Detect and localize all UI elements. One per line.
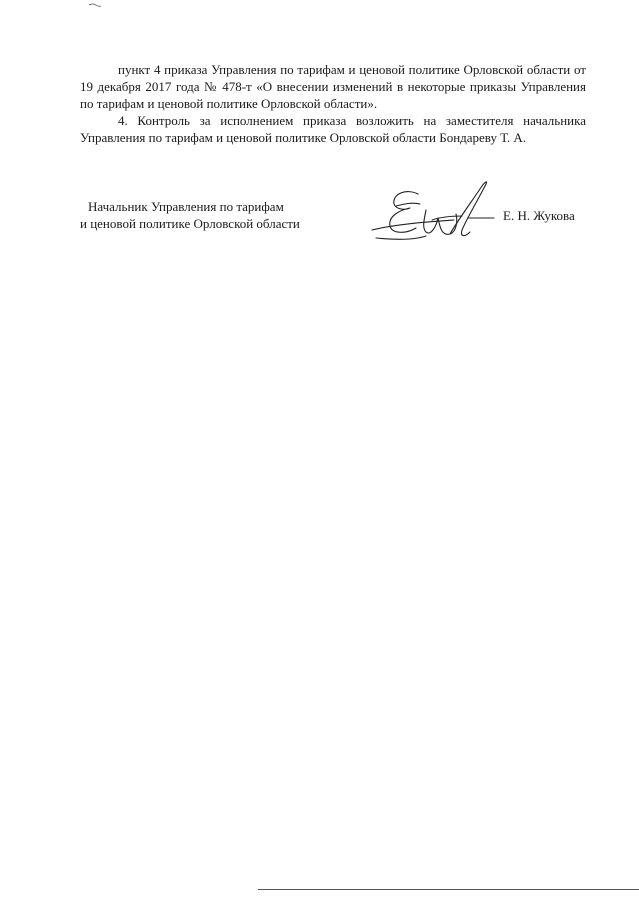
signer-name: Е. Н. Жукова [503,208,575,223]
paragraph-item-3-continuation: пункт 4 приказа Управления по тарифам и ценовой политике Орловской области от 19 декабря 2017 года № 478-т «О внесении изменений в некоторые приказы Управления по тарифам и ценовой политике Орловской области». [80,62,586,111]
paragraph-item-4: 4. Контроль за исполнением приказа возложить на заместителя начальника Управления по тарифам и ценовой политике Орловской области Бондареву Т. А. [80,113,586,145]
position-line-2: и ценовой политике Орловской области [80,216,300,231]
signer-position [80,198,340,232]
document-body [80,61,586,146]
scan-artifact [88,2,102,8]
position-line-1: Начальник Управления по тарифам [88,199,284,214]
handwritten-signature [366,180,496,246]
signature-block [0,180,639,260]
page-bottom-rule [258,889,639,890]
